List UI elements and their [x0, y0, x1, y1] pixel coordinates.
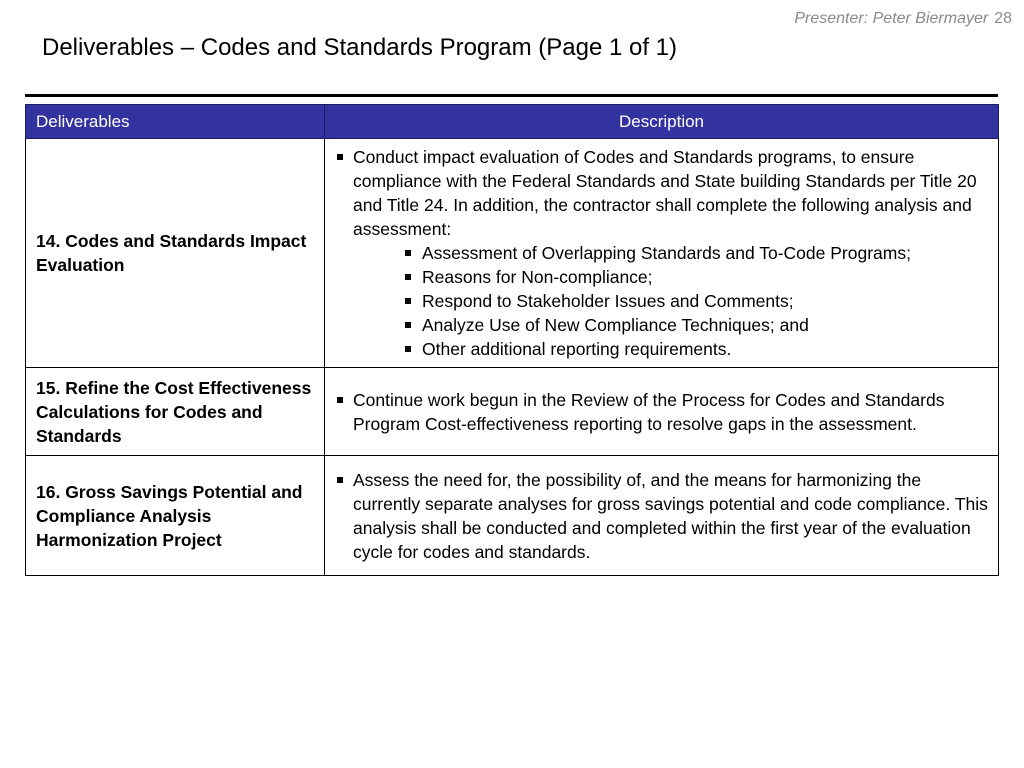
- list-item: [353, 265, 988, 289]
- square-bullet-icon: [337, 477, 343, 483]
- table-header-row: [26, 105, 999, 139]
- sub-item-text: Reasons for Non-compliance;: [422, 267, 653, 287]
- deliverable-name: 16. Gross Savings Potential and Compliance Analysis Harmonization Project: [26, 456, 325, 576]
- deliverable-description: [325, 456, 999, 576]
- description-list: [335, 388, 988, 436]
- deliverable-name: 15. Refine the Cost Effectiveness Calculations for Codes and Standards: [26, 368, 325, 456]
- deliverable-description: [325, 139, 999, 368]
- sub-item-text: Assessment of Overlapping Standards and To-Code Programs;: [422, 243, 911, 263]
- square-bullet-icon: [405, 298, 411, 304]
- column-header-deliverables: Deliverables: [26, 105, 325, 139]
- page-number: 28: [994, 10, 1012, 27]
- list-item: [335, 145, 988, 361]
- square-bullet-icon: [337, 154, 343, 160]
- sub-item-text: Respond to Stakeholder Issues and Comments;: [422, 291, 794, 311]
- list-item: [335, 388, 988, 436]
- table-row: [26, 368, 999, 456]
- page-title: Deliverables – Codes and Standards Program (Page 1 of 1): [42, 34, 678, 61]
- description-text: Conduct impact evaluation of Codes and Standards programs, to ensure compliance with the Federal Standards and State building Standards per Title 20 and Title 24. In addition, the contractor shall complete the following analysis and assessment:: [353, 147, 977, 239]
- table-row: [26, 139, 999, 368]
- square-bullet-icon: [405, 274, 411, 280]
- deliverables-table: [25, 104, 999, 576]
- description-text: Assess the need for, the possibility of, and the means for harmonizing the currently separate analyses for gross savings potential and code compliance. This analysis shall be conducted and completed within the first year of the evaluation cycle for codes and standards.: [353, 469, 988, 562]
- presenter-name: Presenter: Peter Biermayer: [794, 10, 989, 27]
- square-bullet-icon: [405, 250, 411, 256]
- table-row: [26, 456, 999, 576]
- deliverable-description: [325, 368, 999, 456]
- title-divider: [25, 94, 998, 97]
- column-header-description: Description: [325, 105, 999, 139]
- list-item: [335, 468, 988, 564]
- list-item: [353, 241, 988, 265]
- presenter-line: [794, 10, 1012, 28]
- deliverable-name: 14. Codes and Standards Impact Evaluation: [26, 139, 325, 368]
- square-bullet-icon: [405, 346, 411, 352]
- square-bullet-icon: [337, 397, 343, 403]
- list-item: [353, 337, 988, 361]
- sub-item-list: [353, 241, 988, 361]
- list-item: [353, 289, 988, 313]
- description-text: Continue work begun in the Review of the Process for Codes and Standards Program Cost-effectiveness reporting to resolve gaps in the assessment.: [353, 389, 945, 434]
- description-list: [335, 145, 988, 361]
- list-item: [353, 313, 988, 337]
- sub-item-text: Analyze Use of New Compliance Techniques; and: [422, 315, 809, 335]
- square-bullet-icon: [405, 322, 411, 328]
- sub-item-text: Other additional reporting requirements.: [422, 339, 732, 359]
- description-list: [335, 468, 988, 564]
